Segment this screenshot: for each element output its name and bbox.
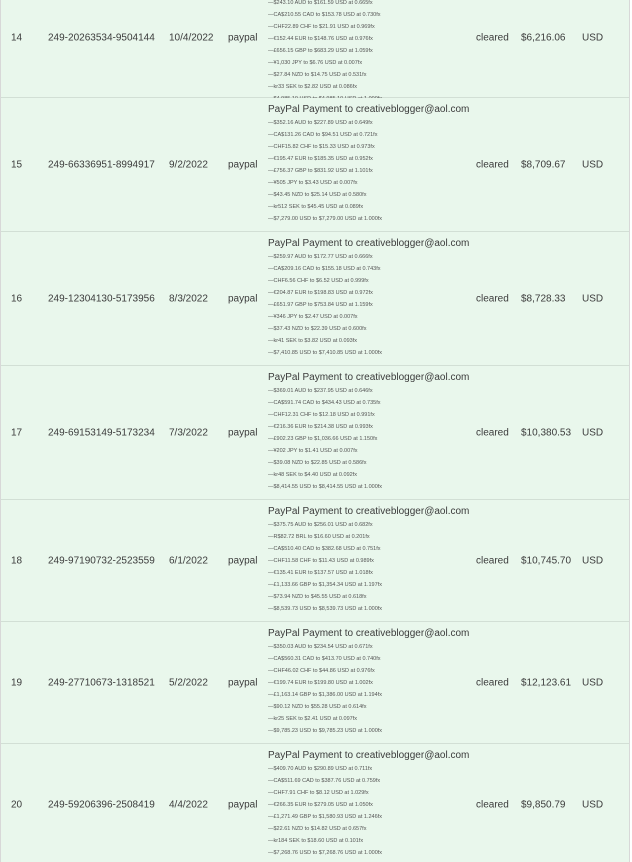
conversion-line: —kr33 SEK to $2.82 USD at 0.086fx	[268, 84, 357, 90]
conversion-line: —€195.47 EUR to $185.35 USD at 0.952fx	[268, 156, 373, 162]
currency-code: USD	[582, 427, 604, 438]
conversion-line: —€199.74 EUR to $199.80 USD at 1.002fx	[268, 680, 373, 686]
conversion-line: —€135.41 EUR to $137.57 USD at 1.018fx	[268, 570, 373, 576]
currency-code: USD	[582, 799, 604, 810]
conversion-line: —£651.97 GBP to $753.84 USD at 1.159fx	[268, 302, 373, 308]
transaction-description	[268, 500, 473, 615]
conversion-line: —$9,785.23 USD to $9,785.23 USD at 1.000fx	[268, 728, 383, 734]
amount-value: $8,728.33	[521, 293, 566, 304]
conversion-line: —$7,268.76 USD to $7,268.76 USD at 1.000fx	[268, 850, 383, 856]
transaction-description	[268, 622, 473, 737]
row-number: 14	[11, 32, 23, 43]
amount-value: $8,709.67	[521, 159, 566, 170]
transaction-date: 8/3/2022	[169, 293, 208, 304]
conversion-line: —$243.10 AUD to $161.59 USD at 0.665fx	[268, 0, 373, 6]
conversion-line: —$369.01 AUD to $237.95 USD at 0.646fx	[268, 388, 373, 394]
conversion-line: —$90.12 NZD to $55.28 USD at 0.614fx	[268, 704, 367, 710]
conversion-line: —$37.43 NZD to $22.39 USD at 0.600fx	[268, 326, 367, 332]
conversion-line: —kr25 SEK to $2.41 USD at 0.097fx	[268, 716, 357, 722]
row-number: 19	[11, 677, 23, 688]
currency-code: USD	[582, 293, 604, 304]
transaction-id: 249-20263534-9504144	[48, 32, 155, 43]
transaction-row	[1, 366, 629, 500]
conversion-line: —CHF6.56 CHF to $6.52 USD at 0.999fx	[268, 278, 369, 284]
status-text: cleared	[476, 427, 509, 438]
conversion-line: —$7,410.85 USD to $7,410.85 USD at 1.000fx	[268, 350, 383, 356]
conversion-line: —kr41 SEK to $3.82 USD at 0.093fx	[268, 338, 357, 344]
conversion-line: —CHF12.31 CHF to $12.18 USD at 0.991fx	[268, 412, 375, 418]
conversion-line: —R$82.72 BRL to $16.60 USD at 0.201fx	[268, 534, 370, 540]
conversion-line: —CA$591.74 CAD to $434.43 USD at 0.735fx	[268, 400, 381, 406]
row-number: 18	[11, 555, 23, 566]
row-number: 20	[11, 799, 23, 810]
conversion-line: —$259.97 AUD to $172.77 USD at 0.666fx	[268, 254, 373, 260]
transaction-description	[268, 0, 473, 105]
description-title: PayPal Payment to creativeblogger@aol.com	[268, 238, 470, 249]
conversion-line: —€266.35 EUR to $279.05 USD at 1.050fx	[268, 802, 373, 808]
conversion-line: —$8,539.73 USD to $8,539.73 USD at 1.000fx	[268, 606, 383, 612]
transaction-description	[268, 744, 473, 859]
conversion-line: —¥202 JPY to $1.41 USD at 0.007fx	[268, 448, 358, 454]
conversion-line: —£902.23 GBP to $1,036.66 USD at 1.150fx	[268, 436, 378, 442]
conversion-line: —CHF46.02 CHF to $44.86 USD at 0.976fx	[268, 668, 375, 674]
transaction-row	[1, 622, 629, 744]
payment-method: paypal	[228, 159, 258, 170]
amount-value: $10,380.53	[521, 427, 572, 438]
conversion-line: —CA$560.31 CAD to $413.70 USD at 0.740fx	[268, 656, 381, 662]
conversion-line: —¥1,030 JPY to $6.76 USD at 0.007fx	[268, 60, 363, 66]
conversion-line: —kr184 SEK to $18.60 USD at 0.101fx	[268, 838, 364, 844]
conversion-line: —CHF15.82 CHF to $15.33 USD at 0.973fx	[268, 144, 375, 150]
conversion-line: —$22.61 NZD to $14.82 USD at 0.657fx	[268, 826, 367, 832]
payment-method: paypal	[228, 427, 258, 438]
transaction-row	[1, 0, 629, 98]
transaction-row	[1, 500, 629, 622]
conversion-line: —€204.87 EUR to $198.83 USD at 0.972fx	[268, 290, 373, 296]
conversion-line: —¥346 JPY to $2.47 USD at 0.007fx	[268, 314, 358, 320]
conversion-line: —$43.45 NZD to $25.14 USD at 0.580fx	[268, 192, 367, 198]
description-title: PayPal Payment to creativeblogger@aol.com	[268, 104, 470, 115]
transaction-id: 249-66336951-8994917	[48, 159, 155, 170]
transaction-id: 249-59206396-2508419	[48, 799, 155, 810]
conversion-line: —kr512 SEK to $45.45 USD at 0.089fx	[268, 204, 364, 210]
conversion-line: —£756.37 GBP to $831.92 USD at 1.101fx	[268, 168, 373, 174]
conversion-line: —€152.44 EUR to $148.76 USD at 0.976fx	[268, 36, 373, 42]
transaction-id: 249-12304130-5173956	[48, 293, 155, 304]
currency-code: USD	[582, 555, 604, 566]
currency-code: USD	[582, 677, 604, 688]
conversion-line: —£1,133.66 GBP to $1,354.34 USD at 1.197fx	[268, 582, 382, 588]
conversion-line: —CHF7.91 CHF to $8.12 USD at 1.029fx	[268, 790, 369, 796]
row-number: 15	[11, 159, 23, 170]
conversion-line: —CA$131.26 CAD to $94.51 USD at 0.721fx	[268, 132, 378, 138]
conversion-line: —$350.03 AUD to $234.54 USD at 0.671fx	[268, 644, 373, 650]
status-text: cleared	[476, 677, 509, 688]
transactions-rows	[1, 0, 629, 862]
transaction-date: 9/2/2022	[169, 159, 208, 170]
conversion-line: —CHF11.58 CHF to $11.43 USD at 0.989fx	[268, 558, 374, 564]
status-text: cleared	[476, 555, 509, 566]
description-title: PayPal Payment to creativeblogger@aol.com	[268, 750, 470, 761]
amount-value: $10,745.70	[521, 555, 572, 566]
conversion-line: —¥505 JPY to $3.43 USD at 0.007fx	[268, 180, 358, 186]
transaction-id: 249-69153149-5173234	[48, 427, 155, 438]
conversion-line: —$39.08 NZD to $22.85 USD at 0.586fx	[268, 460, 367, 466]
payment-method: paypal	[228, 677, 258, 688]
status-text: cleared	[476, 159, 509, 170]
transaction-description	[268, 366, 473, 493]
transaction-date: 10/4/2022	[169, 32, 214, 43]
row-number: 16	[11, 293, 23, 304]
description-title: PayPal Payment to creativeblogger@aol.com	[268, 372, 470, 383]
transaction-date: 5/2/2022	[169, 677, 208, 688]
conversion-line: —€216.36 EUR to $214.38 USD at 0.993fx	[268, 424, 373, 430]
transaction-id: 249-97190732-2523559	[48, 555, 155, 566]
conversion-line: —CA$209.16 CAD to $155.18 USD at 0.743fx	[268, 266, 381, 272]
transaction-row	[1, 744, 629, 862]
payment-method: paypal	[228, 293, 258, 304]
conversion-line: —$352.16 AUD to $227.89 USD at 0.649fx	[268, 120, 373, 126]
status-text: cleared	[476, 293, 509, 304]
status-text: cleared	[476, 799, 509, 810]
currency-code: USD	[582, 159, 604, 170]
conversion-line: —$73.94 NZD to $45.55 USD at 0.618fx	[268, 594, 367, 600]
transaction-id: 249-27710673-1318521	[48, 677, 155, 688]
conversion-line: —$409.70 AUD to $290.89 USD at 0.711fx	[268, 766, 373, 772]
transaction-row	[1, 232, 629, 366]
currency-code: USD	[582, 32, 604, 43]
conversion-line: —$27.84 NZD to $14.75 USD at 0.531fx	[268, 72, 367, 78]
status-text: cleared	[476, 32, 509, 43]
description-title: PayPal Payment to creativeblogger@aol.com	[268, 628, 470, 639]
conversion-line: —CA$510.40 CAD to $382.68 USD at 0.751fx	[268, 546, 381, 552]
amount-value: $9,850.79	[521, 799, 566, 810]
amount-value: $6,216.06	[521, 32, 566, 43]
row-number: 17	[11, 427, 23, 438]
conversion-line: —£656.15 GBP to $683.29 USD at 1.059fx	[268, 48, 373, 54]
conversion-line: —CHF22.89 CHF to $21.91 USD at 0.969fx	[268, 24, 375, 30]
payment-method: paypal	[228, 799, 258, 810]
conversion-line: —£1,271.49 GBP to $1,580.93 USD at 1.246fx	[268, 814, 382, 820]
transaction-description	[268, 98, 473, 225]
transaction-row	[1, 98, 629, 232]
conversion-line: —kr48 SEK to $4.40 USD at 0.092fx	[268, 472, 357, 478]
transaction-date: 6/1/2022	[169, 555, 208, 566]
conversion-line: —£1,163.14 GBP to $1,386.00 USD at 1.194fx	[268, 692, 382, 698]
transaction-date: 7/3/2022	[169, 427, 208, 438]
payment-method: paypal	[228, 32, 258, 43]
description-title: PayPal Payment to creativeblogger@aol.com	[268, 506, 470, 517]
payment-method: paypal	[228, 555, 258, 566]
conversion-line: —$7,279.00 USD to $7,279.00 USD at 1.000fx	[268, 216, 383, 222]
conversion-line: —$375.75 AUD to $256.01 USD at 0.682fx	[268, 522, 373, 528]
conversion-line: —$8,414.55 USD to $8,414.55 USD at 1.000fx	[268, 484, 383, 490]
amount-value: $12,123.61	[521, 677, 572, 688]
transaction-date: 4/4/2022	[169, 799, 208, 810]
transaction-description	[268, 232, 473, 359]
conversion-line: —CA$210.55 CAD to $153.78 USD at 0.730fx	[268, 12, 381, 18]
conversion-line: —CA$511.69 CAD to $387.76 USD at 0.759fx	[268, 778, 381, 784]
